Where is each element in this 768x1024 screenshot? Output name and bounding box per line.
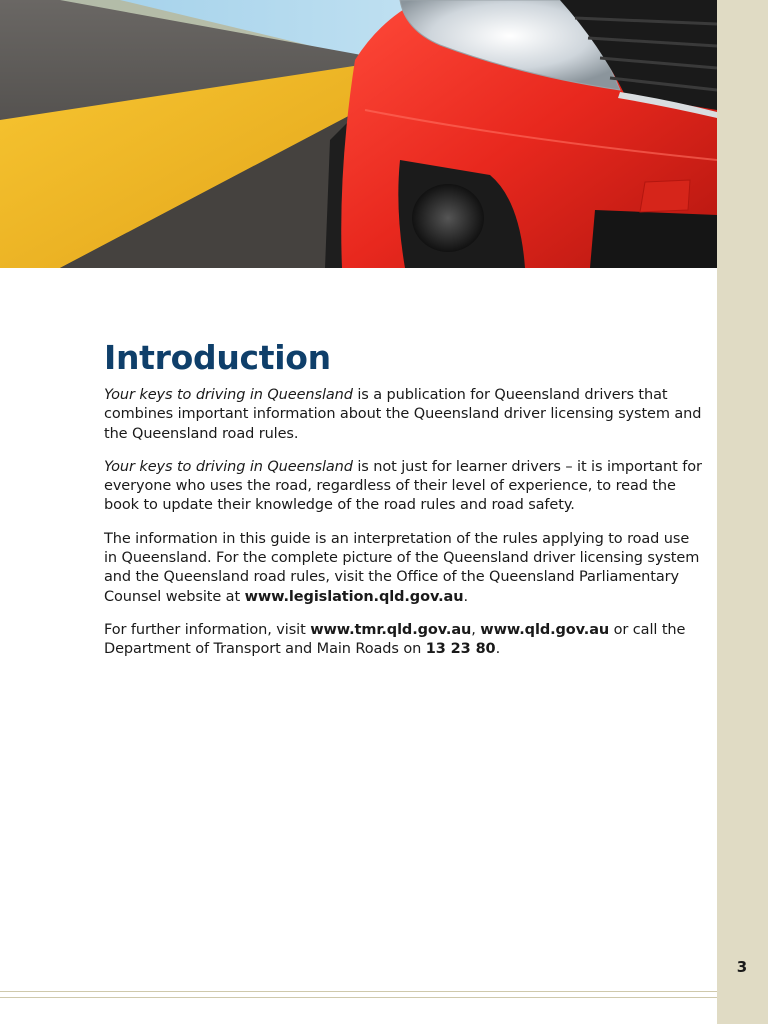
paragraph-text: For further information, visit — [104, 621, 311, 638]
intro-paragraph-1 — [104, 386, 704, 444]
footer-rule-bottom — [0, 997, 717, 998]
page-title: Introduction — [104, 338, 331, 377]
legislation-link[interactable]: www.legislation.qld.gov.au — [244, 588, 464, 605]
publication-title: Your keys to driving in Queensland — [104, 458, 353, 475]
footer-rule-top — [0, 991, 717, 992]
paragraph-end: . — [495, 641, 501, 658]
paragraph-text: or call the Department of Transport and Main Roads on — [104, 621, 686, 658]
side-band — [717, 0, 768, 1024]
intro-paragraph-4 — [104, 621, 704, 660]
paragraph-text: is not just for learner drivers – it is important for everyone who uses the road, regardless of their level of experience, to read the book to update their knowledge of the road rules and road safety. — [104, 458, 702, 514]
intro-section — [104, 338, 704, 674]
intro-paragraph-2 — [104, 458, 704, 516]
phone-number: 13 23 80 — [425, 641, 496, 658]
separator: , — [471, 621, 481, 638]
page-number: 3 — [736, 958, 748, 976]
paragraph-end: . — [463, 588, 468, 605]
paragraph-text: The information in this guide is an interpretation of the rules applying to road use in Queensland. For the complete picture of the Queensland driver licensing system and the Queensland road rules, visit the Office of the Queensland Parliamentary Counsel website at — [104, 530, 700, 605]
publication-title: Your keys to driving in Queensland — [104, 387, 353, 403]
tmr-link[interactable]: www.tmr.qld.gov.au — [310, 621, 472, 638]
paragraph-text: is a publication for Queensland drivers that combines important information about the Queensland driver licensing system and the Queensland road rules. — [104, 387, 702, 442]
intro-paragraph-3 — [104, 530, 704, 607]
hero-image — [0, 0, 717, 268]
qld-gov-link[interactable]: www.qld.gov.au — [480, 621, 610, 638]
